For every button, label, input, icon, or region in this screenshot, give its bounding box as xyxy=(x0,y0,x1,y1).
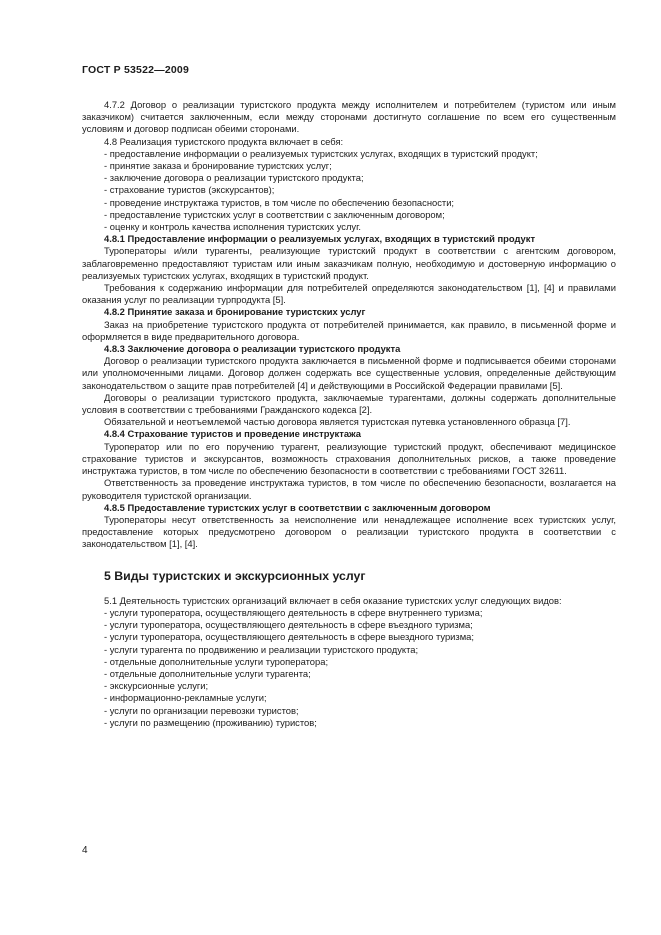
document-code: ГОСТ Р 53522—2009 xyxy=(82,64,190,76)
heading-4-8-1: 4.8.1 Предоставление информации о реализуемых услугах, входящих в туристский продукт xyxy=(104,233,536,245)
list-item: - принятие заказа и бронирование туристских услуг; xyxy=(104,160,332,172)
list-item: - отдельные дополнительные услуги турагента; xyxy=(104,667,311,679)
paragraph: Требования к содержанию информации для потребителей определяются законодательством [1], [4] и правилами оказания услуг по реализации турпродукта [5]. xyxy=(82,282,616,306)
document-page xyxy=(82,64,616,729)
list-item: - услуги по организации перевозки туристов; xyxy=(104,704,299,716)
list-item: - услуги по размещению (проживанию) туристов; xyxy=(104,716,317,728)
paragraph: Заказ на приобретение туристского продукта от потребителей принимается, как правило, в письменной форме и оформляется в виде предварительного договора. xyxy=(82,318,616,342)
list-item: - экскурсионные услуги; xyxy=(104,680,209,692)
list-item: - предоставление информации о реализуемых туристских услугах, входящих в туристский продукт; xyxy=(104,147,538,159)
paragraph: Договоры о реализации туристского продукта, заключаемые турагентами, должны содержать дополнительные условия в соответствии с требованиями Гражданского кодекса [2]. xyxy=(82,391,616,416)
list-item: - отдельные дополнительные услуги туроператора; xyxy=(104,655,329,667)
heading-4-8-5: 4.8.5 Предоставление туристских услуг в соответствии с заключенным договором xyxy=(104,501,491,513)
clause-4-7-2: 4.7.2 Договор о реализации туристского продукта между исполнителем и потребителем (туристом или иным заказчиком) считается заключенным, если между сторонами достигнуто соглашение по всем его существенным условиям и договор подписан обеими сторонами. xyxy=(82,99,616,135)
heading-4-8-2: 4.8.2 Принятие заказа и бронирование туристских услуг xyxy=(104,306,366,318)
paragraph: Туроператоры несут ответственность за неисполнение или ненадлежащее исполнение всех туристских услуг, предоставление которых предусмотрено договором о реализации туристского продукта в соответствии с законодательством [1], [4]. xyxy=(82,513,616,550)
page-number: 4 xyxy=(82,845,88,856)
list-item: - предоставление туристских услуг в соответствии с заключенным договором; xyxy=(104,208,445,220)
list-item: - услуги туроператора, осуществляющего деятельность в сфере выездного туризма; xyxy=(104,631,474,643)
section-5-title: 5 Виды туристских и экскурсионных услуг xyxy=(104,568,366,583)
paragraph: Туроператор или по его поручению турагент, реализующие туристский продукт, обеспечивают медицинское страхование туристов и экскурсантов, возможность страхования дополнительных рисков, а также проведение инструктажа туристов, в том числе по обеспечению безопасности в соответствии с требованиями ГОСТ 32611. xyxy=(82,440,616,477)
list-item: - страхование туристов (экскурсантов); xyxy=(104,184,275,196)
list-item: - проведение инструктажа туристов, в том числе по обеспечению безопасности; xyxy=(104,196,455,208)
paragraph: Договор о реализации туристского продукта заключается в письменной форме и подписывается обеими сторонами или уполномоченными лицами. Договор должен содержать все существенные условия, определенные действующим законодательством о защите прав потребителей [4] и действующими в Российской Федерации правилами [5]. xyxy=(82,355,616,391)
list-item: - информационно-рекламные услуги; xyxy=(104,692,267,704)
document-body xyxy=(82,99,616,729)
clause-4-8-intro: 4.8 Реализация туристского продукта включает в себя: xyxy=(104,135,344,147)
list-item: - услуги туроператора, осуществляющего деятельность в сфере въездного туризма; xyxy=(104,619,473,631)
list-item: - оценку и контроль качества исполнения туристских услуг. xyxy=(104,221,361,233)
heading-4-8-4: 4.8.4 Страхование туристов и проведение инструктажа xyxy=(104,428,362,440)
heading-4-8-3: 4.8.3 Заключение договора о реализации туристского продукта xyxy=(104,343,401,355)
paragraph: Туроператоры и/или турагенты, реализующие туристский продукт в соответствии с агентским договором, заблаговременно предоставляют туристам или иным заказчикам полную, необходимую и достоверную информацию о реализуемых туристских услугах, входящих в туристский продукт. xyxy=(82,245,616,281)
paragraph: Ответственность за проведение инструктажа туристов, в том числе по обеспечению безопасности, возлагается на руководителя туристской организации. xyxy=(82,477,616,501)
list-item: - заключение договора о реализации туристского продукта; xyxy=(104,172,364,184)
clause-5-1: 5.1 Деятельность туристских организаций включает в себя оказание туристских услуг следующих видов: xyxy=(104,594,562,606)
list-item: - услуги туроператора, осуществляющего деятельность в сфере внутреннего туризма; xyxy=(104,606,483,618)
list-item: - услуги турагента по продвижению и реализации туристского продукта; xyxy=(104,643,419,655)
paragraph: Обязательной и неотъемлемой частью договора является туристская путевка установленного образца [7]. xyxy=(104,416,571,428)
